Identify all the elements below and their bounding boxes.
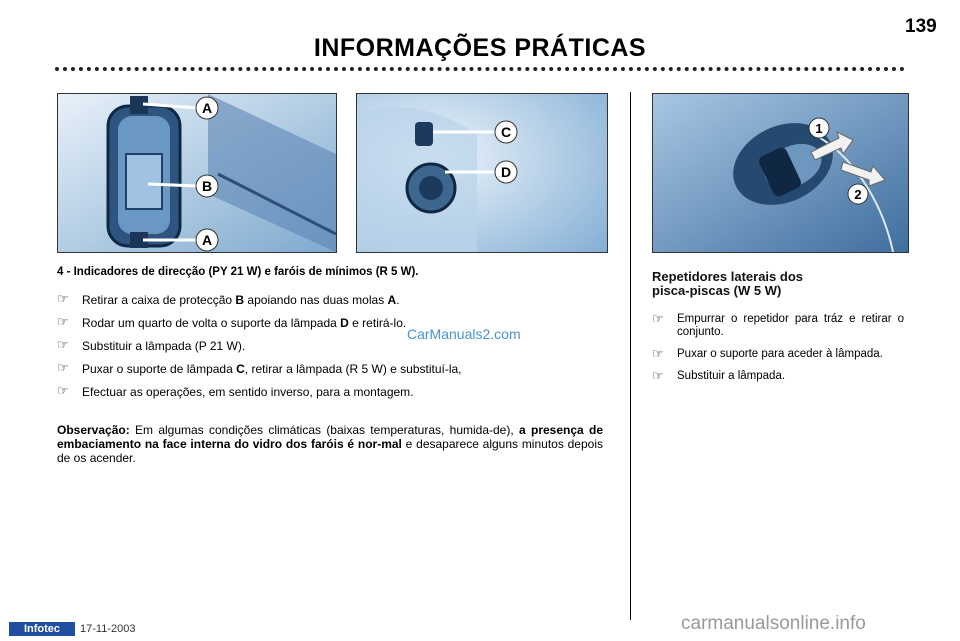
callout-2: 2 [854,187,862,202]
list-item: ☞ Efectuar as operações, em sentido inverso, para a montagem. [57,383,414,399]
watermark-center: CarManuals2.com [407,326,521,342]
watermark-bottom: carmanualsonline.info [681,613,866,634]
side-repeater-heading: Repetidores laterais dos pisca-piscas (W 5 W) [652,269,803,298]
list-item: ☞ Substituir a lâmpada (P 21 W). [57,337,246,353]
infotec-logo: Infotec [9,622,75,636]
list-item: ☞ Rodar um quarto de volta o suporte da lâmpada D e retirá-lo. [57,314,407,330]
photo-indicator-box [57,93,337,253]
pointing-hand-icon: ☞ [57,291,69,306]
callout-1: 1 [815,121,823,136]
list-item: ☞ Empurrar o repetidor para tráz e retirar o conjunto. [652,311,904,338]
callout-b: B [201,178,213,194]
list-item: ☞ Puxar o suporte de lâmpada C, retirar a lâmpada (R 5 W) e substituí-la, [57,360,462,376]
footer-date: 17-11-2003 [80,623,136,635]
list-item: ☞ Puxar o suporte para aceder à lâmpada. [652,346,883,361]
page-number: 139 [905,16,937,37]
main-bullet-list [57,293,617,408]
side-bullet-list [652,313,904,392]
list-item: ☞ Substituir a lâmpada. [652,368,786,383]
callout-a-bottom: A [201,232,213,248]
observation-note: Observação: Em algumas condições climáticas (baixas temperaturas, humida-de), a presença de embaciamento na face interna do vidro dos faróis é nor-mal e desaparece alguns minutos depois de os acender. [57,423,603,465]
callout-c: C [500,124,512,140]
dotted-divider [55,67,905,71]
pointing-hand-icon: ☞ [652,311,664,326]
pointing-hand-icon: ☞ [57,337,69,352]
column-divider [630,92,631,620]
step-heading: 4 - Indicadores de direcção (PY 21 W) e faróis de mínimos (R 5 W). [57,266,419,278]
pointing-hand-icon: ☞ [652,346,664,361]
pointing-hand-icon: ☞ [57,360,69,375]
photo-side-repeater [652,93,909,253]
list-item: ☞ Retirar a caixa de protecção B apoiando nas duas molas A. [57,291,400,307]
pointing-hand-icon: ☞ [57,383,69,398]
pointing-hand-icon: ☞ [652,368,664,383]
page-title: INFORMAÇÕES PRÁTICAS [313,34,647,62]
pointing-hand-icon: ☞ [57,314,69,329]
callout-d: D [500,164,512,180]
photo-lamp-holders [356,93,608,253]
callout-a-top: A [201,100,213,116]
